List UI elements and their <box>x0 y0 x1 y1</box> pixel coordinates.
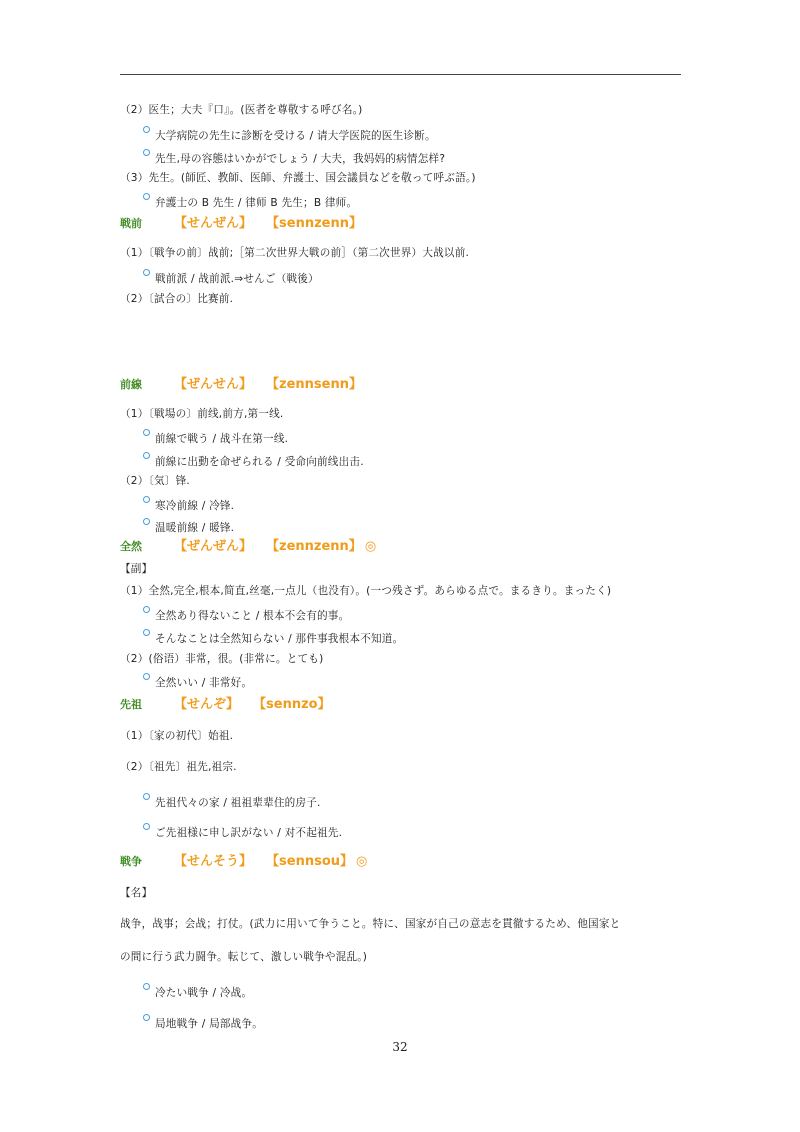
example-line: ご先祖様に申し訳がない / 对不起祖先. <box>143 823 342 840</box>
example-line: 温暖前線 / 暖锋. <box>143 518 234 535</box>
example-line: 冷たい戦争 / 冷战。 <box>143 983 252 1000</box>
frequency-mark: ◎ <box>356 854 368 869</box>
sense-line: （1）〔戦争の前〕战前;［第二次世界大戦の前］（第二次世界）大战以前. <box>120 247 470 259</box>
entry-heading <box>120 377 362 393</box>
reading-romaji: 【sennzo】 <box>253 697 331 712</box>
reading-kana: 【せんそう】 <box>174 854 253 869</box>
sense-line: （2）医生；大夫『口』。(医者を尊敬する呼び名。) <box>120 104 363 116</box>
example-line: 先生,母の容態はいかがでしょう / 大夫，我妈妈的病情怎样? <box>143 149 445 166</box>
sense-line: （2）〔祖先〕祖先,祖宗. <box>120 761 237 773</box>
header-rule <box>120 74 681 75</box>
circle-bullet-icon <box>143 606 150 613</box>
headword: 戦前 <box>120 217 142 230</box>
example-line: 局地戦争 / 局部战争。 <box>143 1014 263 1031</box>
reading-kana: 【ぜんぜん】 <box>174 539 253 554</box>
page-number: 32 <box>392 1040 408 1054</box>
circle-bullet-icon <box>143 673 150 680</box>
sense-line: （1）全然,完全,根本,简直,丝毫,一点儿（也没有）。(一つ残さず。あらゆる点で。まるきり。まったく) <box>120 585 612 597</box>
circle-bullet-icon <box>143 518 150 525</box>
example-line: 前線に出動を命ぜられる / 受命向前线出击. <box>143 452 364 469</box>
entry-heading <box>120 216 362 232</box>
circle-bullet-icon <box>143 269 150 276</box>
headword: 全然 <box>120 540 142 553</box>
circle-bullet-icon <box>143 983 150 990</box>
sense-line: （1）〔家の初代〕始祖. <box>120 730 234 742</box>
example-line: 大学病院の先生に診断を受ける / 请大学医院的医生诊断。 <box>143 126 436 143</box>
example-line: そんなことは全然知らない / 那件事我根本不知道。 <box>143 629 403 646</box>
frequency-mark: ◎ <box>364 539 377 554</box>
reading-romaji: 【zennsenn】 <box>266 377 362 392</box>
circle-bullet-icon <box>143 496 150 503</box>
example-line: 前線で戦う / 战斗在第一线. <box>143 429 288 446</box>
circle-bullet-icon <box>143 1014 150 1021</box>
circle-bullet-icon <box>143 823 150 830</box>
sense-line: （2）〔試合の〕比赛前. <box>120 293 234 305</box>
entry-heading <box>120 539 376 555</box>
circle-bullet-icon <box>143 149 150 156</box>
reading-romaji: 【sennzenn】 <box>266 216 362 231</box>
entry-heading <box>120 854 367 870</box>
sense-line: （1）〔戦場の〕前线,前方,第一线. <box>120 408 284 420</box>
part-of-speech: 【副】 <box>120 563 153 575</box>
circle-bullet-icon <box>143 793 150 800</box>
reading-kana: 【ぜんせん】 <box>174 377 253 392</box>
circle-bullet-icon <box>143 629 150 636</box>
part-of-speech: 【名】 <box>120 887 153 899</box>
example-line: 戦前派 / 战前派.⇒せんご（戦後） <box>143 269 319 286</box>
sense-line: （2）〔気〕锋. <box>120 475 190 487</box>
sense-line: の間に行う武力闘争。転じて、激しい戦争や混乱。) <box>120 951 368 963</box>
example-line: 寒冷前線 / 冷锋. <box>143 496 234 513</box>
reading-romaji: 【zennzenn】 <box>266 539 362 554</box>
circle-bullet-icon <box>143 452 150 459</box>
entry-heading <box>120 697 331 713</box>
example-line: 先祖代々の家 / 祖祖辈辈住的房子. <box>143 793 321 810</box>
sense-line: 战争，战事；会战；打仗。(武力に用いて争うこと。特に、国家が自己の意志を貫徹するため、他国家と <box>120 918 621 930</box>
circle-bullet-icon <box>143 429 150 436</box>
sense-line: （2）(俗语）非常，很。(非常に。とても) <box>120 653 324 665</box>
reading-kana: 【せんぞ】 <box>174 697 240 712</box>
example-line: 全然あり得ないこと / 根本不会有的事。 <box>143 606 349 623</box>
reading-romaji: 【sennsou】 <box>266 854 354 869</box>
headword: 先祖 <box>120 698 142 711</box>
reading-kana: 【せんぜん】 <box>174 216 253 231</box>
headword: 前線 <box>120 378 142 391</box>
circle-bullet-icon <box>143 126 150 133</box>
example-line: 全然いい / 非常好。 <box>143 673 252 690</box>
sense-line: （3）先生。(師匠、教師、医師、弁護士、国会議員などを敬って呼ぶ語。) <box>120 172 476 184</box>
headword: 戦争 <box>120 855 142 868</box>
example-line: 弁護士の B 先生 / 律师 B 先生；B 律师。 <box>143 193 357 210</box>
circle-bullet-icon <box>143 193 150 200</box>
